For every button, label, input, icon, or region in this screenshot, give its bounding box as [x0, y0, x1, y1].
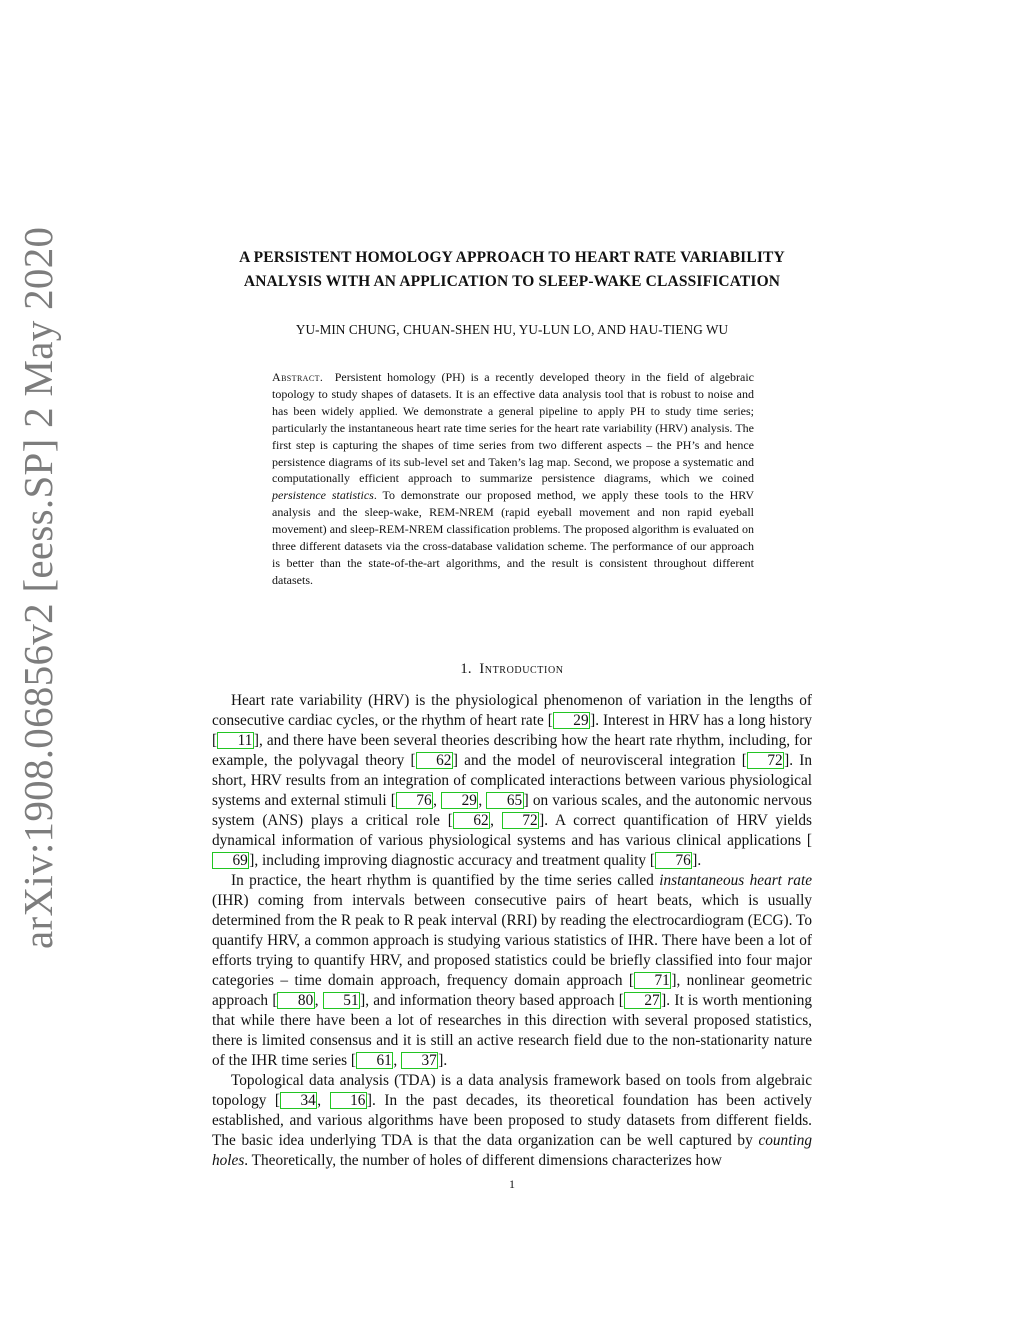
title-line-1: A PERSISTENT HOMOLOGY APPROACH TO HEART RATE VARIABILITY: [239, 249, 785, 266]
citation-link[interactable]: 72: [747, 752, 784, 769]
text-run: .: [443, 1052, 448, 1069]
abstract-term: persistence statistics: [272, 488, 374, 503]
text-run: .: [697, 852, 702, 869]
citation-link[interactable]: 51: [323, 992, 360, 1009]
citation-link[interactable]: 69: [212, 852, 249, 869]
section-number: 1.: [460, 661, 472, 677]
text-run: . In short, HRV results from an integration of complicated interactions between various physiological systems and external stimuli: [212, 752, 812, 809]
text-run: (IHR) coming from intervals between consecutive pairs of heart beats, which is usually determined from the R peak to R peak interval (RRI) by reading the electrocardiogram (ECG). To quantify HRV, a common approach is studying various statistics of IHR. There have been a lot of efforts trying to quantify HRV, and proposed statistics could be briefly classified into four major categories – time domain approach, frequency domain approach: [212, 892, 812, 989]
paper-title: [150, 246, 874, 294]
body-text: [212, 691, 812, 1171]
citation-link[interactable]: 71: [634, 972, 671, 989]
text-run: In practice, the heart rhythm is quantified by the time series called: [231, 872, 660, 889]
title-line-2: ANALYSIS WITH AN APPLICATION TO SLEEP-WAKE CLASSIFICATION: [243, 273, 781, 290]
text-run: on various scales, and the autonomic nervous system (ANS) plays a critical role: [212, 792, 812, 829]
text-run: Heart rate variability (HRV) is the physiological phenomenon of variation in the lengths of consecutive cardiac cycles, or the rhythm of heart rate: [212, 692, 812, 729]
citation-link[interactable]: 29: [553, 712, 590, 729]
section-heading: [212, 661, 812, 678]
text-run: . It is worth mentioning that while there have been a lot of researches in this direction with several proposed statistics, there is limited consensus and it is still an active research field due to the non-stationarity nature of the IHR time series: [212, 992, 812, 1069]
text-run: Topological data analysis (TDA) is a data analysis framework based on tools from algebraic topology: [212, 1072, 812, 1109]
citation-link[interactable]: 27: [624, 992, 661, 1009]
citation-link[interactable]: 16: [330, 1092, 367, 1109]
citation-link[interactable]: 62: [416, 752, 453, 769]
citation-link[interactable]: 11: [217, 732, 254, 749]
citation-link[interactable]: 65: [486, 792, 523, 809]
section-title: Introduction: [479, 661, 564, 677]
citation-link[interactable]: 34: [280, 1092, 317, 1109]
citation-link[interactable]: 61: [356, 1052, 393, 1069]
citation-link[interactable]: 29: [441, 792, 478, 809]
text-run: , and information theory based approach: [365, 992, 619, 1009]
page-number: 1: [509, 1177, 515, 1191]
text-run: . In the past decades, its theoretical foundation has been actively established, and various algorithms have been proposed to study datasets from different fields. The basic idea underlying TDA is that the data organization can be well captured by: [212, 1092, 813, 1149]
abstract-text-part-1: Persistent homology (PH) is a recently developed theory in the field of algebraic topology to study shapes of datasets. It is an effective data analysis tool that is robust to noise and has been widely applied. We demonstrate a general pipeline to apply PH to study time series; particularly the instantaneous heart rate time series for the heart rate variability (HRV) analysis. The first step is capturing the shapes of time series from two different aspects – the PH’s and hence persistence diagrams of its sub-level set and Taken’s lag map. Second, we propose a systematic and computationally efficient approach to summarize persistence diagrams, which we coined: [272, 370, 754, 486]
paragraph-ihr: In practice, the heart rhythm is quantified by the time series called instantaneous heart rate (IHR) coming from intervals between consecutive pairs of heart beats, which is usually determined from the R peak to R peak interval (RRI) by reading the electrocardiogram (ECG). To quantify HRV, a common approach is studying various statistics of IHR. There have been a lot of efforts trying to quantify HRV, and proposed statistics could be briefly classified into four major categories – time domain approach, frequency domain approach [ 71], nonlinear geometric approach [ 80, 51], and information theory based approach [ 27]. It is worth mentioning that while there have been a lot of researches in this direction with several proposed statistics, there is limited consensus and it is still an active research field due to the non-stationarity nature of the IHR time series [ 61, 37].: [212, 872, 812, 1069]
citation-link[interactable]: 76: [396, 792, 433, 809]
text-run: , including improving diagnostic accuracy and treatment quality: [254, 852, 650, 869]
italic-term: counting holes: [212, 1132, 812, 1169]
citation-link[interactable]: 80: [277, 992, 314, 1009]
text-run: . Theoretically, the number of holes of different dimensions characterizes how: [244, 1152, 722, 1169]
abstract-label: Abstract.: [272, 370, 324, 384]
arxiv-identifier-stamp[interactable]: arXiv:1908.06856v2 [eess.SP] 2 May 2020: [15, 226, 61, 949]
text-run: and the model of neurovisceral integration: [458, 752, 742, 769]
paragraph-tda: Topological data analysis (TDA) is a data analysis framework based on tools from algebraic topology [ 34, 16]. In the past decades, its theoretical foundation has been actively established, and various algorithms have been proposed to study datasets from different fields. The basic idea underlying TDA is that the data organization can be well captured by counting holes. Theoretically, the number of holes of different dimensions characterizes how: [212, 1072, 813, 1169]
text-run: . A correct quantification of HRV yields dynamical information of various physiological systems and has various clinical applications: [212, 812, 812, 849]
paragraph-hrv: Heart rate variability (HRV) is the physiological phenomenon of variation in the lengths of consecutive cardiac cycles, or the rhythm of heart rate [ 29]. Interest in HRV has a long history [ 11], and there have been several theories describing how the heart rate rhythm, including, for example, the polyvagal theory [ 62] and the model of neurovisceral integration [ 72]. In short, HRV results from an integration of complicated interactions between various physiological systems and external stimuli [ 76, 29, 65] on various scales, and the autonomic nervous system (ANS) plays a critical role [ 62, 72]. A correct quantification of HRV yields dynamical information of various physiological systems and has various clinical applications [69], including improving diagnostic accuracy and treatment quality [ 76].: [212, 692, 813, 869]
text-run: , and there have been several theories describing how the heart rate rhythm, including, for example, the polyvagal theory: [212, 732, 812, 769]
abstract: [272, 369, 754, 589]
author-list: YU-MIN CHUNG, CHUAN-SHEN HU, YU-LUN LO, AND HAU-TIENG WU: [295, 322, 729, 337]
text-run: , nonlinear geometric approach: [212, 972, 812, 1009]
italic-term: instantaneous heart rate: [659, 872, 812, 889]
citation-link[interactable]: 72: [502, 812, 539, 829]
citation-link[interactable]: 37: [401, 1052, 438, 1069]
citation-link[interactable]: 62: [453, 812, 490, 829]
abstract-text-part-2: . To demonstrate our proposed method, we apply these tools to the HRV analysis and the sleep-wake, REM-NREM (rapid eyeball movement and non rapid eyeball movement) and sleep-REM-NREM classification problems. The proposed algorithm is evaluated on three different datasets via the cross-database validation scheme. The performance of our approach is better than the state-of-the-art algorithms, and the result is consistent throughout different datasets.: [272, 488, 754, 587]
citation-link[interactable]: 76: [655, 852, 692, 869]
text-run: . Interest in HRV has a long history: [595, 712, 813, 729]
